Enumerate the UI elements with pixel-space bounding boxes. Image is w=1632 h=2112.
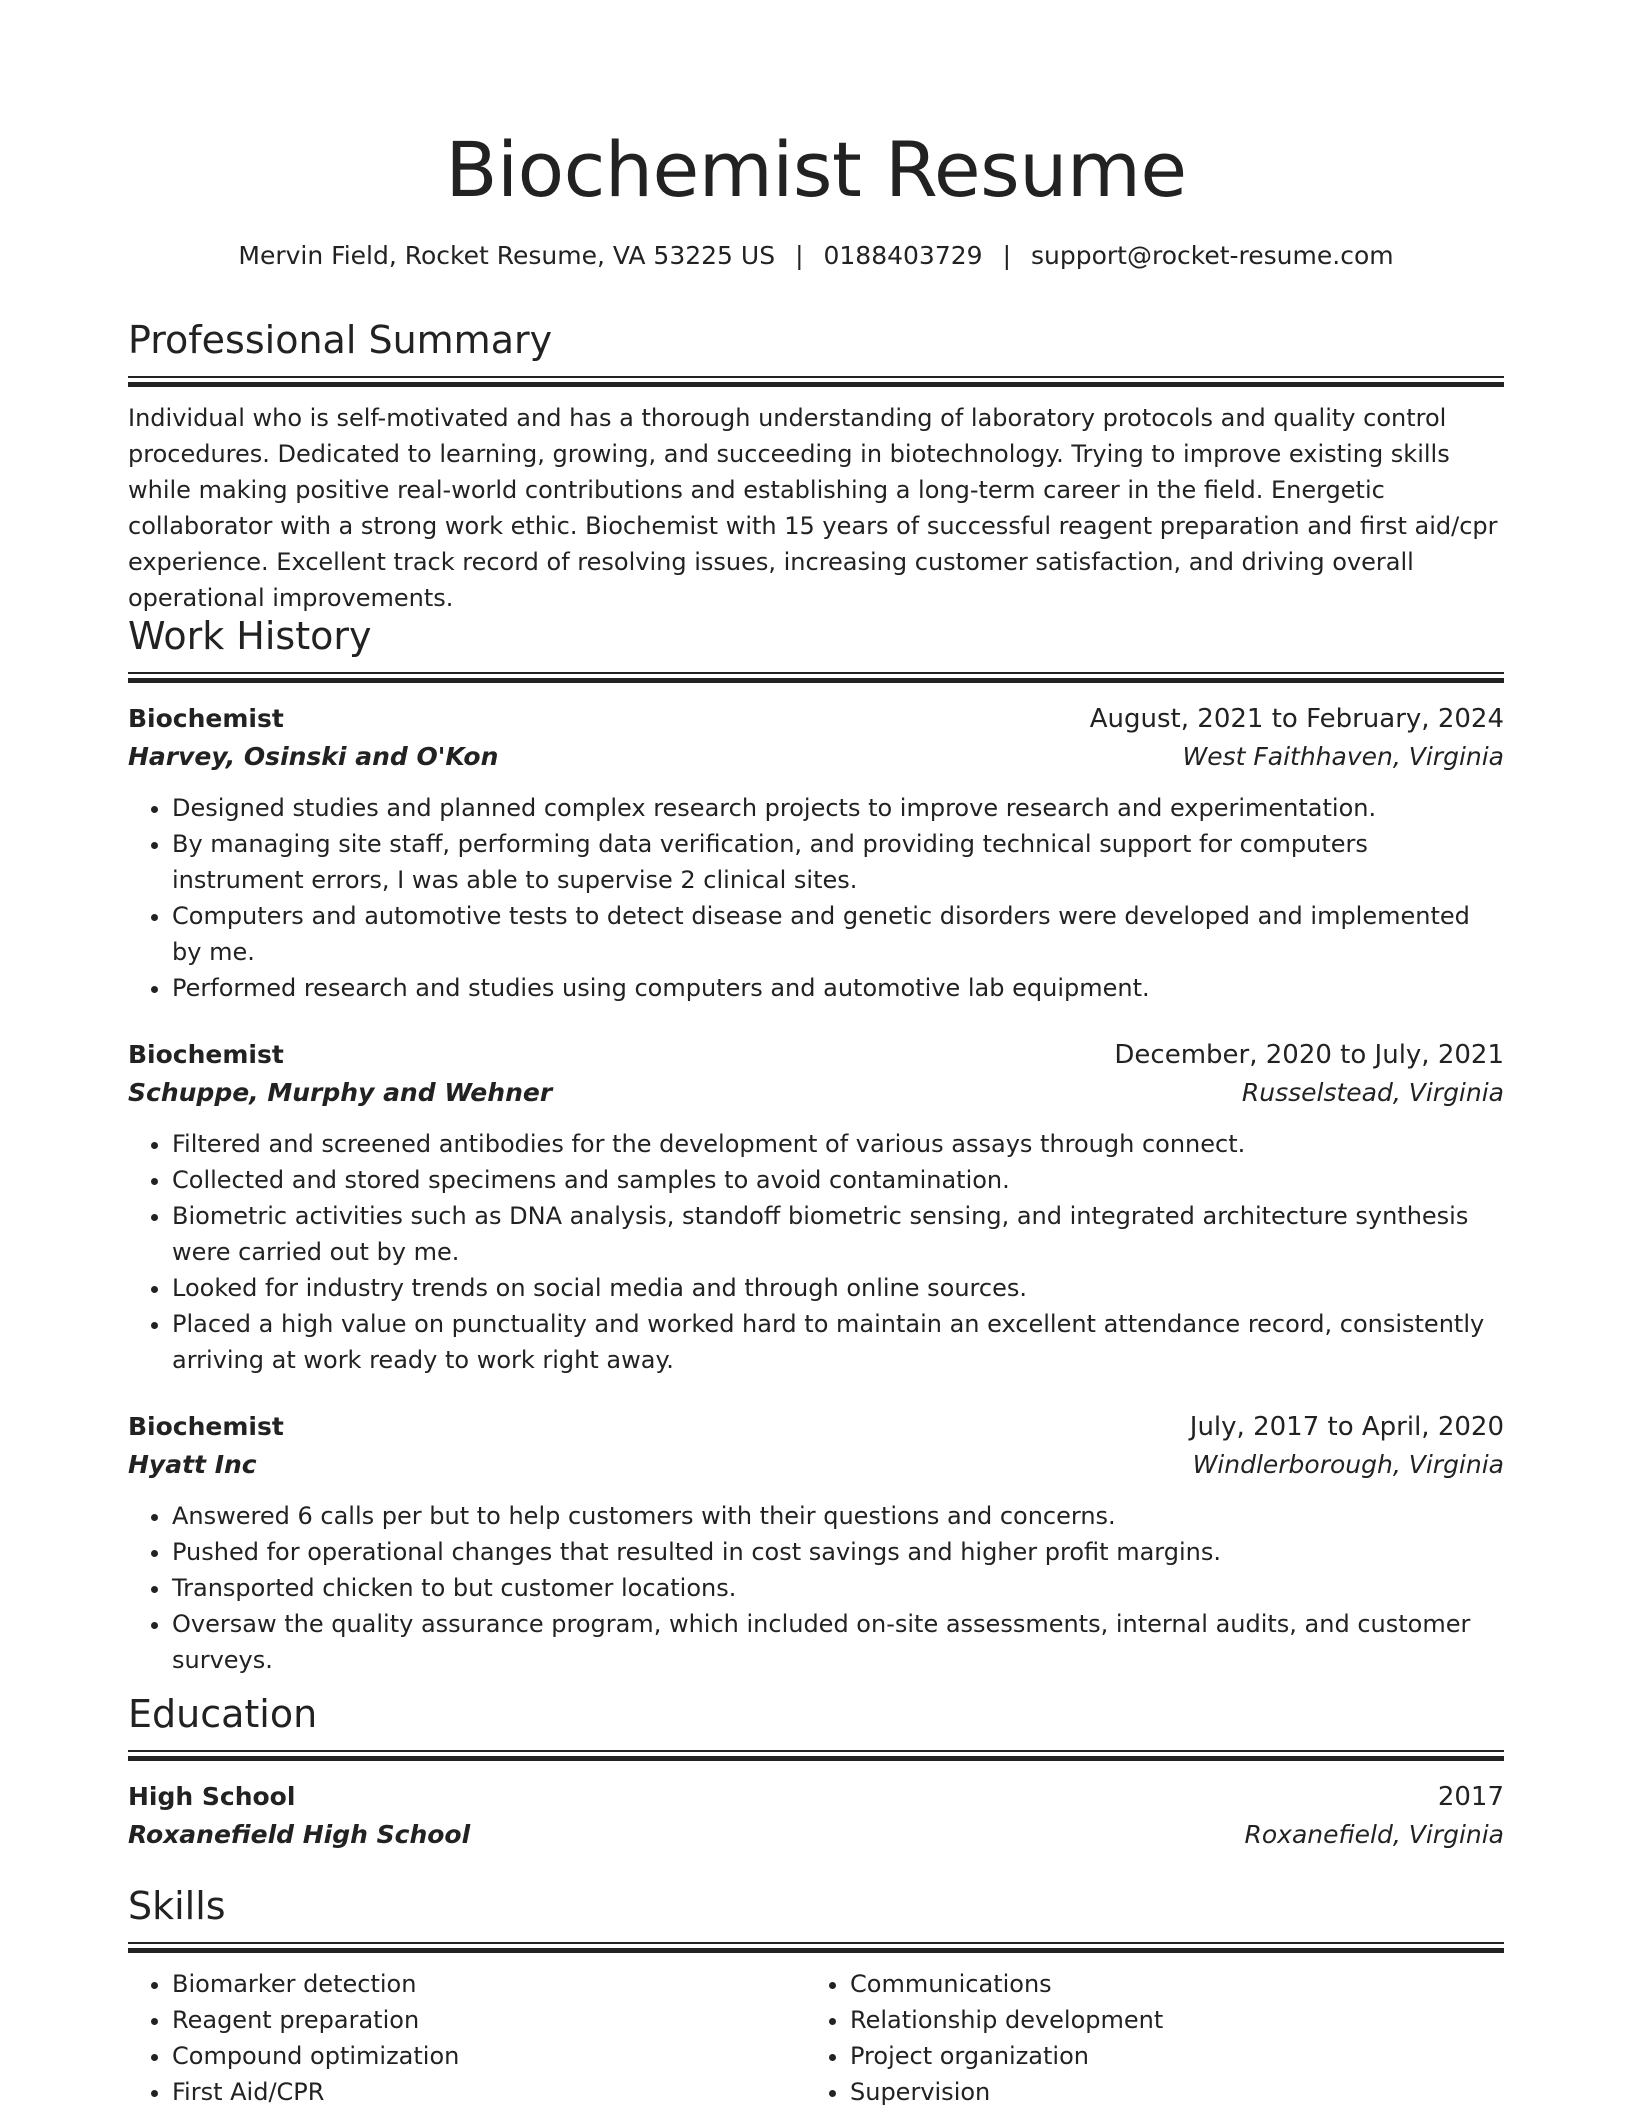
company-name: Schuppe, Murphy and Wehner — [128, 1078, 553, 1107]
list-item: • Performed research and studies using computers and automotive lab equipment. — [172, 970, 1504, 1006]
skills-section — [128, 1882, 1504, 2110]
school-location: Roxanefield, Virginia — [1244, 1820, 1504, 1849]
job-title: Biochemist — [128, 1040, 284, 1069]
skills-right-column — [806, 1966, 1484, 2110]
list-item: • Collected and stored specimens and samples to avoid contamination. — [172, 1162, 1504, 1198]
section-divider — [128, 376, 1504, 386]
skill-item: • Compound optimization — [172, 2038, 806, 2074]
list-item: • Pushed for operational changes that resulted in cost savings and higher profit margins. — [172, 1534, 1504, 1570]
skill-item: • Communications — [850, 1966, 1484, 2002]
graduation-year: 2017 — [1437, 1782, 1504, 1812]
job-entry — [128, 1408, 1504, 1678]
section-heading: Professional Summary — [128, 318, 553, 362]
job-bullets — [128, 1498, 1504, 1678]
school-name: Roxanefield High School — [128, 1820, 471, 1849]
skill-item: • Reagent preparation — [172, 2002, 806, 2038]
skills-left-column — [128, 1966, 806, 2110]
list-item: • Designed studies and planned complex research projects to improve research and experimentation. — [172, 790, 1504, 826]
list-item: • Biometric activities such as DNA analysis, standoff biometric sensing, and integrated architecture synthesis were carried out by me. — [172, 1198, 1504, 1270]
job-entry — [128, 700, 1504, 1006]
resume-title: Biochemist Resume — [445, 125, 1187, 214]
job-entry — [128, 1036, 1504, 1378]
job-title: Biochemist — [128, 1412, 284, 1441]
section-heading: Skills — [128, 1884, 226, 1928]
job-bullets — [128, 1126, 1504, 1378]
contact-line — [128, 238, 1504, 274]
company-name: Harvey, Osinski and O'Kon — [128, 742, 499, 771]
company-name: Hyatt Inc — [128, 1450, 257, 1479]
section-heading: Work History — [128, 614, 372, 658]
contact-address: Mervin Field, Rocket Resume, VA 53225 US — [238, 241, 776, 270]
list-item: • By managing site staff, performing data verification, and providing technical support for computers instrument errors, I was able to supervise 2 clinical sites. — [172, 826, 1504, 898]
contact-separator: | — [795, 241, 804, 270]
education-section — [128, 1690, 1504, 1854]
skill-item: • Supervision — [850, 2074, 1484, 2110]
job-dates: August, 2021 to February, 2024 — [1089, 704, 1504, 734]
job-location: Russelstead, Virginia — [1241, 1078, 1504, 1107]
list-item: • Transported chicken to but customer locations. — [172, 1570, 1504, 1606]
job-location: West Faithhaven, Virginia — [1182, 742, 1504, 771]
summary-text: Individual who is self-motivated and has a thorough understanding of laboratory protocols and quality control procedures. Dedicated to learning, growing, and succeeding in biotechnology. Trying to improve existing skills while making positive real-world contributions and establishing a long-term career in the field. Energetic collaborator with a strong work ethic. Biochemist with 15 years of successful reagent preparation and first aid/cpr experience. Excellent track record of resolving issues, increasing customer satisfaction, and driving overall operational improvements. — [128, 404, 1498, 612]
contact-separator: | — [1002, 241, 1011, 270]
job-location: Windlerborough, Virginia — [1192, 1450, 1504, 1479]
degree: High School — [128, 1782, 296, 1811]
skill-item: • Project organization — [850, 2038, 1484, 2074]
skill-item: • Relationship development — [850, 2002, 1484, 2038]
list-item: • Answered 6 calls per but to help customers with their questions and concerns. — [172, 1498, 1504, 1534]
section-divider — [128, 1942, 1504, 1952]
skill-item: • Biomarker detection — [172, 1966, 806, 2002]
job-dates: December, 2020 to July, 2021 — [1114, 1040, 1504, 1070]
education-entry — [128, 1778, 1504, 1854]
list-item: • Oversaw the quality assurance program, which included on-site assessments, internal audits, and customer surveys. — [172, 1606, 1504, 1678]
list-item: • Placed a high value on punctuality and worked hard to maintain an excellent attendance record, consistently arriving at work ready to work right away. — [172, 1306, 1504, 1378]
section-divider — [128, 672, 1504, 682]
list-item: • Filtered and screened antibodies for the development of various assays through connect. — [172, 1126, 1504, 1162]
list-item: • Looked for industry trends on social media and through online sources. — [172, 1270, 1504, 1306]
summary-section — [128, 316, 1504, 616]
skill-item: • First Aid/CPR — [172, 2074, 806, 2110]
contact-phone: 0188403729 — [823, 241, 983, 270]
contact-email: support@rocket-resume.com — [1031, 241, 1394, 270]
work-section — [128, 612, 1504, 1678]
section-heading: Education — [128, 1692, 318, 1736]
skills-columns — [128, 1966, 1504, 2110]
list-item: • Computers and automotive tests to detect disease and genetic disorders were developed and implemented by me. — [172, 898, 1504, 970]
job-title: Biochemist — [128, 704, 284, 733]
section-divider — [128, 1750, 1504, 1760]
job-dates: July, 2017 to April, 2020 — [1189, 1412, 1504, 1442]
job-bullets — [128, 790, 1504, 1006]
